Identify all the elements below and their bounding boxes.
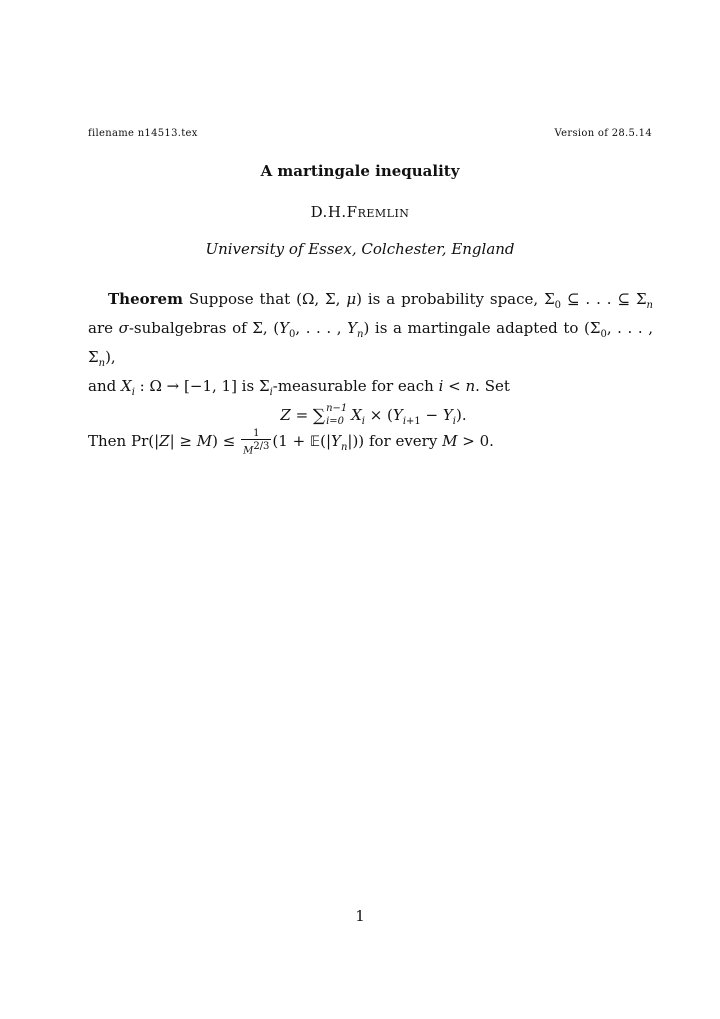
theorem-martingale: is a martingale adapted to [374, 319, 579, 337]
theorem-set: Set [484, 377, 510, 395]
theorem-line-2: are σ-subalgebras of Σ, ($Y_0$, . . . , $Y_n$) is a martingale adapted to ($\Sigma_0$, . . . , $\Sigma_n$), [88, 319, 653, 369]
display-equation: Z = ∑ n−1 i=0 $X_i \times (Y_{i+1} - Y_i)$. [280, 403, 467, 427]
theorem-line-3: and $X_i$ : Ω → [−1, 1] is $\Sigma_i$-measurable for each i < n. Set [88, 377, 510, 398]
affiliation: University of Essex, Colchester, England [205, 240, 515, 258]
author-surname: Fremlin [346, 203, 410, 221]
theorem-label: Theorem [108, 290, 183, 308]
header-version: Version of 28.5.14 [554, 128, 652, 139]
theorem-conclusion: Then Pr(|Z| ≥ M) ≤ $\frac{1}{M^{2/3}}$ $(1 + 𝔼(|Y_n|))$ for every M > 0. [88, 428, 494, 457]
header-filename: filename n14513.tex [88, 128, 198, 139]
paper-title: A martingale inequality [260, 162, 460, 180]
theorem-then: Then [88, 432, 127, 451]
theorem-block [88, 288, 653, 459]
theorem-line-1: Theorem Suppose that (Ω, Σ, μ) is a probability space, $\Sigma_0$ ⊆ . . . ⊆ $\Sigma_n$ [108, 290, 653, 311]
fraction: $\frac{1}{M^{2/3}}$ [243, 428, 270, 457]
theorem-subalgebras: -subalgebras of [128, 319, 247, 337]
author [0, 203, 720, 221]
theorem-prob-space: is a probability space, [367, 290, 539, 308]
page-number: 1 [355, 907, 365, 925]
theorem-and: and [88, 377, 117, 395]
theorem-for-every: for every [368, 432, 438, 451]
theorem-are: are [88, 319, 113, 337]
author-initials: D.H. [310, 203, 347, 221]
theorem-intro: Suppose that [188, 290, 291, 308]
theorem-measurable: -measurable for each [272, 377, 434, 395]
